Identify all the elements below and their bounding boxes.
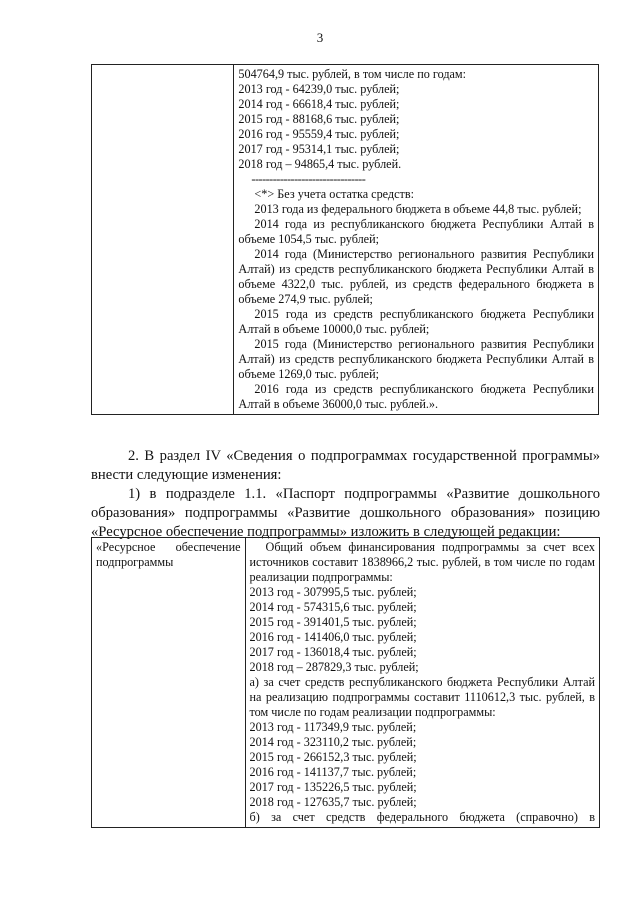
footnote-item: 2013 года из федерального бюджета в объеме 44,8 тыс. рублей; (254, 202, 582, 216)
footnote-item: 2015 года (Министерство регионального развития Республики Алтай) из средств республиканского бюджета Республики Алтай в объеме 1269,0 тыс. рублей; (238, 337, 594, 381)
federal-budget-intro: б) за счет средств федерального бюджета (справочно) в (249, 810, 595, 824)
text-line: 2015 год - 88168,6 тыс. рублей; (238, 112, 400, 126)
footnote-item: 2014 года из республиканского бюджета Республики Алтай в объеме 1054,5 тыс. рублей; (238, 217, 594, 246)
year-line: 2014 год - 574315,6 тыс. рублей; (249, 600, 417, 614)
text-line: 2018 год – 94865,4 тыс. рублей. (238, 157, 402, 171)
total-intro: Общий объем финансирования подпрограммы за счет всех источников составит 1838966,2 тыс. рублей, в том числе по годам реализации подпрограммы: (249, 540, 595, 584)
year-line: 2016 год - 141406,0 тыс. рублей; (249, 630, 417, 644)
table-row (92, 538, 600, 828)
text-line: 2013 год - 64239,0 тыс. рублей; (238, 82, 400, 96)
resource-label-cell: «Ресурсное обеспечение подпрограммы (92, 538, 246, 828)
footnote-item: 2016 года из средств республиканского бюджета Республики Алтай в объеме 36000,0 тыс. рублей.». (238, 382, 594, 411)
footnote-item: 2015 года из средств республиканского бюджета Республики Алтай в объеме 10000,0 тыс. рублей; (238, 307, 594, 336)
paragraph-item-2: 2. В раздел IV «Сведения о подпрограммах государственной программы» внести следующие изменения: (91, 448, 600, 483)
year-line: 2015 год - 391401,5 тыс. рублей; (249, 615, 417, 629)
funding-table-continued (91, 64, 599, 415)
page-number: 3 (316, 30, 324, 45)
text-line: 504764,9 тыс. рублей, в том числе по годам: (238, 67, 467, 81)
year-line: 2013 год - 307995,5 тыс. рублей; (249, 585, 417, 599)
paragraph-item-1: 1) в подразделе 1.1. «Паспорт подпрограммы «Развитие дошкольного образования» подпрограммы «Развитие дошкольного образования» позицию «Ресурсное обеспечение подпрограммы» изложить в следующей редакции: (91, 486, 600, 540)
resource-content-cell (245, 538, 599, 828)
year-line: 2016 год - 141137,7 тыс. рублей; (249, 765, 417, 779)
footnote-title: <*> Без учета остатка средств: (254, 187, 414, 201)
subprogram-resources-table (91, 537, 600, 828)
text-line: 2017 год - 95314,1 тыс. рублей; (238, 142, 400, 156)
year-line: 2015 год - 266152,3 тыс. рублей; (249, 750, 417, 764)
footnote-separator: -------------------------------- (251, 172, 366, 186)
year-line: 2013 год - 117349,9 тыс. рублей; (249, 720, 417, 734)
year-line: 2014 год - 323110,2 тыс. рублей; (249, 735, 417, 749)
year-line: 2018 год – 287829,3 тыс. рублей; (249, 660, 419, 674)
year-line: 2017 год - 135226,5 тыс. рублей; (249, 780, 417, 794)
text-line: 2016 год - 95559,4 тыс. рублей; (238, 127, 400, 141)
footnote-item: 2014 года (Министерство регионального развития Республики Алтай) из средств республиканского бюджета Республики Алтай в объеме 4322,0 тыс. рублей, из средств федерального бюджета в объеме 274,9 тыс. рублей; (238, 247, 594, 306)
text-line: 2014 год - 66618,4 тыс. рублей; (238, 97, 400, 111)
table-cell-content (234, 65, 599, 415)
year-line: 2017 год - 136018,4 тыс. рублей; (249, 645, 417, 659)
section-text (91, 447, 600, 542)
year-line: 2018 год - 127635,7 тыс. рублей; (249, 795, 417, 809)
table-row (92, 65, 599, 415)
table-cell-empty (92, 65, 234, 415)
regional-budget-intro: а) за счет средств республиканского бюджета Республики Алтай на реализацию подпрограммы составит 1110612,3 тыс. рублей, в том числе по годам реализации подпрограммы: (249, 675, 595, 719)
